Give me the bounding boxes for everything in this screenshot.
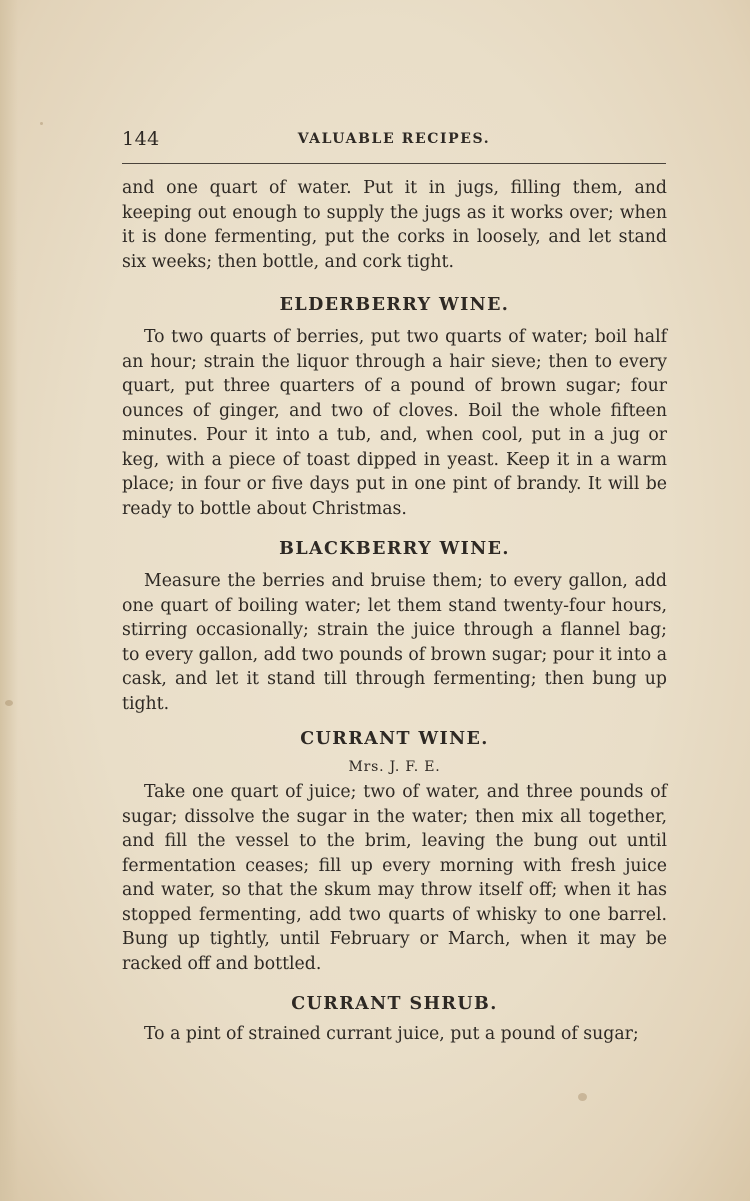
- elderberry-wine-paragraph: To two quarts of berries, put two quarts of water; boil half an hour; strain the liquor through a hair sieve; then to every quart, put three quarters of a pound of brown sugar; four ounces of ginger, and two of cloves. Boil the whole fifteen minutes. Pour it into a tub, and, when cool, put in a jug or keg, with a piece of toast dipped in yeast. Keep it in a warm place; in four or five days put in one pint of brandy. It will be ready to bottle about Christmas.: [122, 327, 667, 519]
- blackberry-wine-paragraph: Measure the berries and bruise them; to every gallon, add one quart of boiling water; let them stand twenty-four hours, stirring occasionally; strain the juice through a flannel bag; to every gallon, add two pounds of brown sugar; pour it into a cask, and let it stand till through fermenting; then bung up tight.: [122, 571, 667, 714]
- blackberry-wine-title: BLACKBERRY WINE.: [279, 539, 510, 559]
- continuation-paragraph: and one quart of water. Put it in jugs, filling them, and keeping out enough to supply the jugs as it works over; when it is done fermenting, put the corks in loosely, and let stand six weeks; then bottle, and cork tight.: [122, 178, 667, 272]
- currant-shrub-paragraph: To a pint of strained currant juice, put a pound of sugar;: [144, 1024, 639, 1044]
- paper-spot: [40, 122, 43, 125]
- page-number: 144: [122, 128, 160, 150]
- currant-shrub-title: CURRANT SHRUB.: [291, 994, 498, 1014]
- running-title: VALUABLE RECIPES.: [297, 131, 491, 147]
- paper-spot: [5, 700, 13, 706]
- header-rule: [122, 163, 666, 164]
- page-edge-shadow: [0, 0, 18, 1201]
- page-header: [122, 128, 666, 154]
- currant-wine-attribution: Mrs. J. F. E.: [348, 759, 441, 775]
- currant-wine-title: CURRANT WINE.: [300, 729, 489, 749]
- paper-spot: [578, 1093, 587, 1101]
- elderberry-wine-title: ELDERBERRY WINE.: [279, 295, 510, 315]
- currant-wine-paragraph: Take one quart of juice; two of water, and three pounds of sugar; dissolve the sugar in the water; then mix all together, and fill the vessel to the brim, leaving the bung out until fermentation ceases; fill up every morning with fresh juice and water, so that the skum may throw itself off; when it has stopped fermenting, add two quarts of whisky to one barrel. Bung up tightly, until February or March, when it may be racked off and bottled.: [122, 782, 667, 974]
